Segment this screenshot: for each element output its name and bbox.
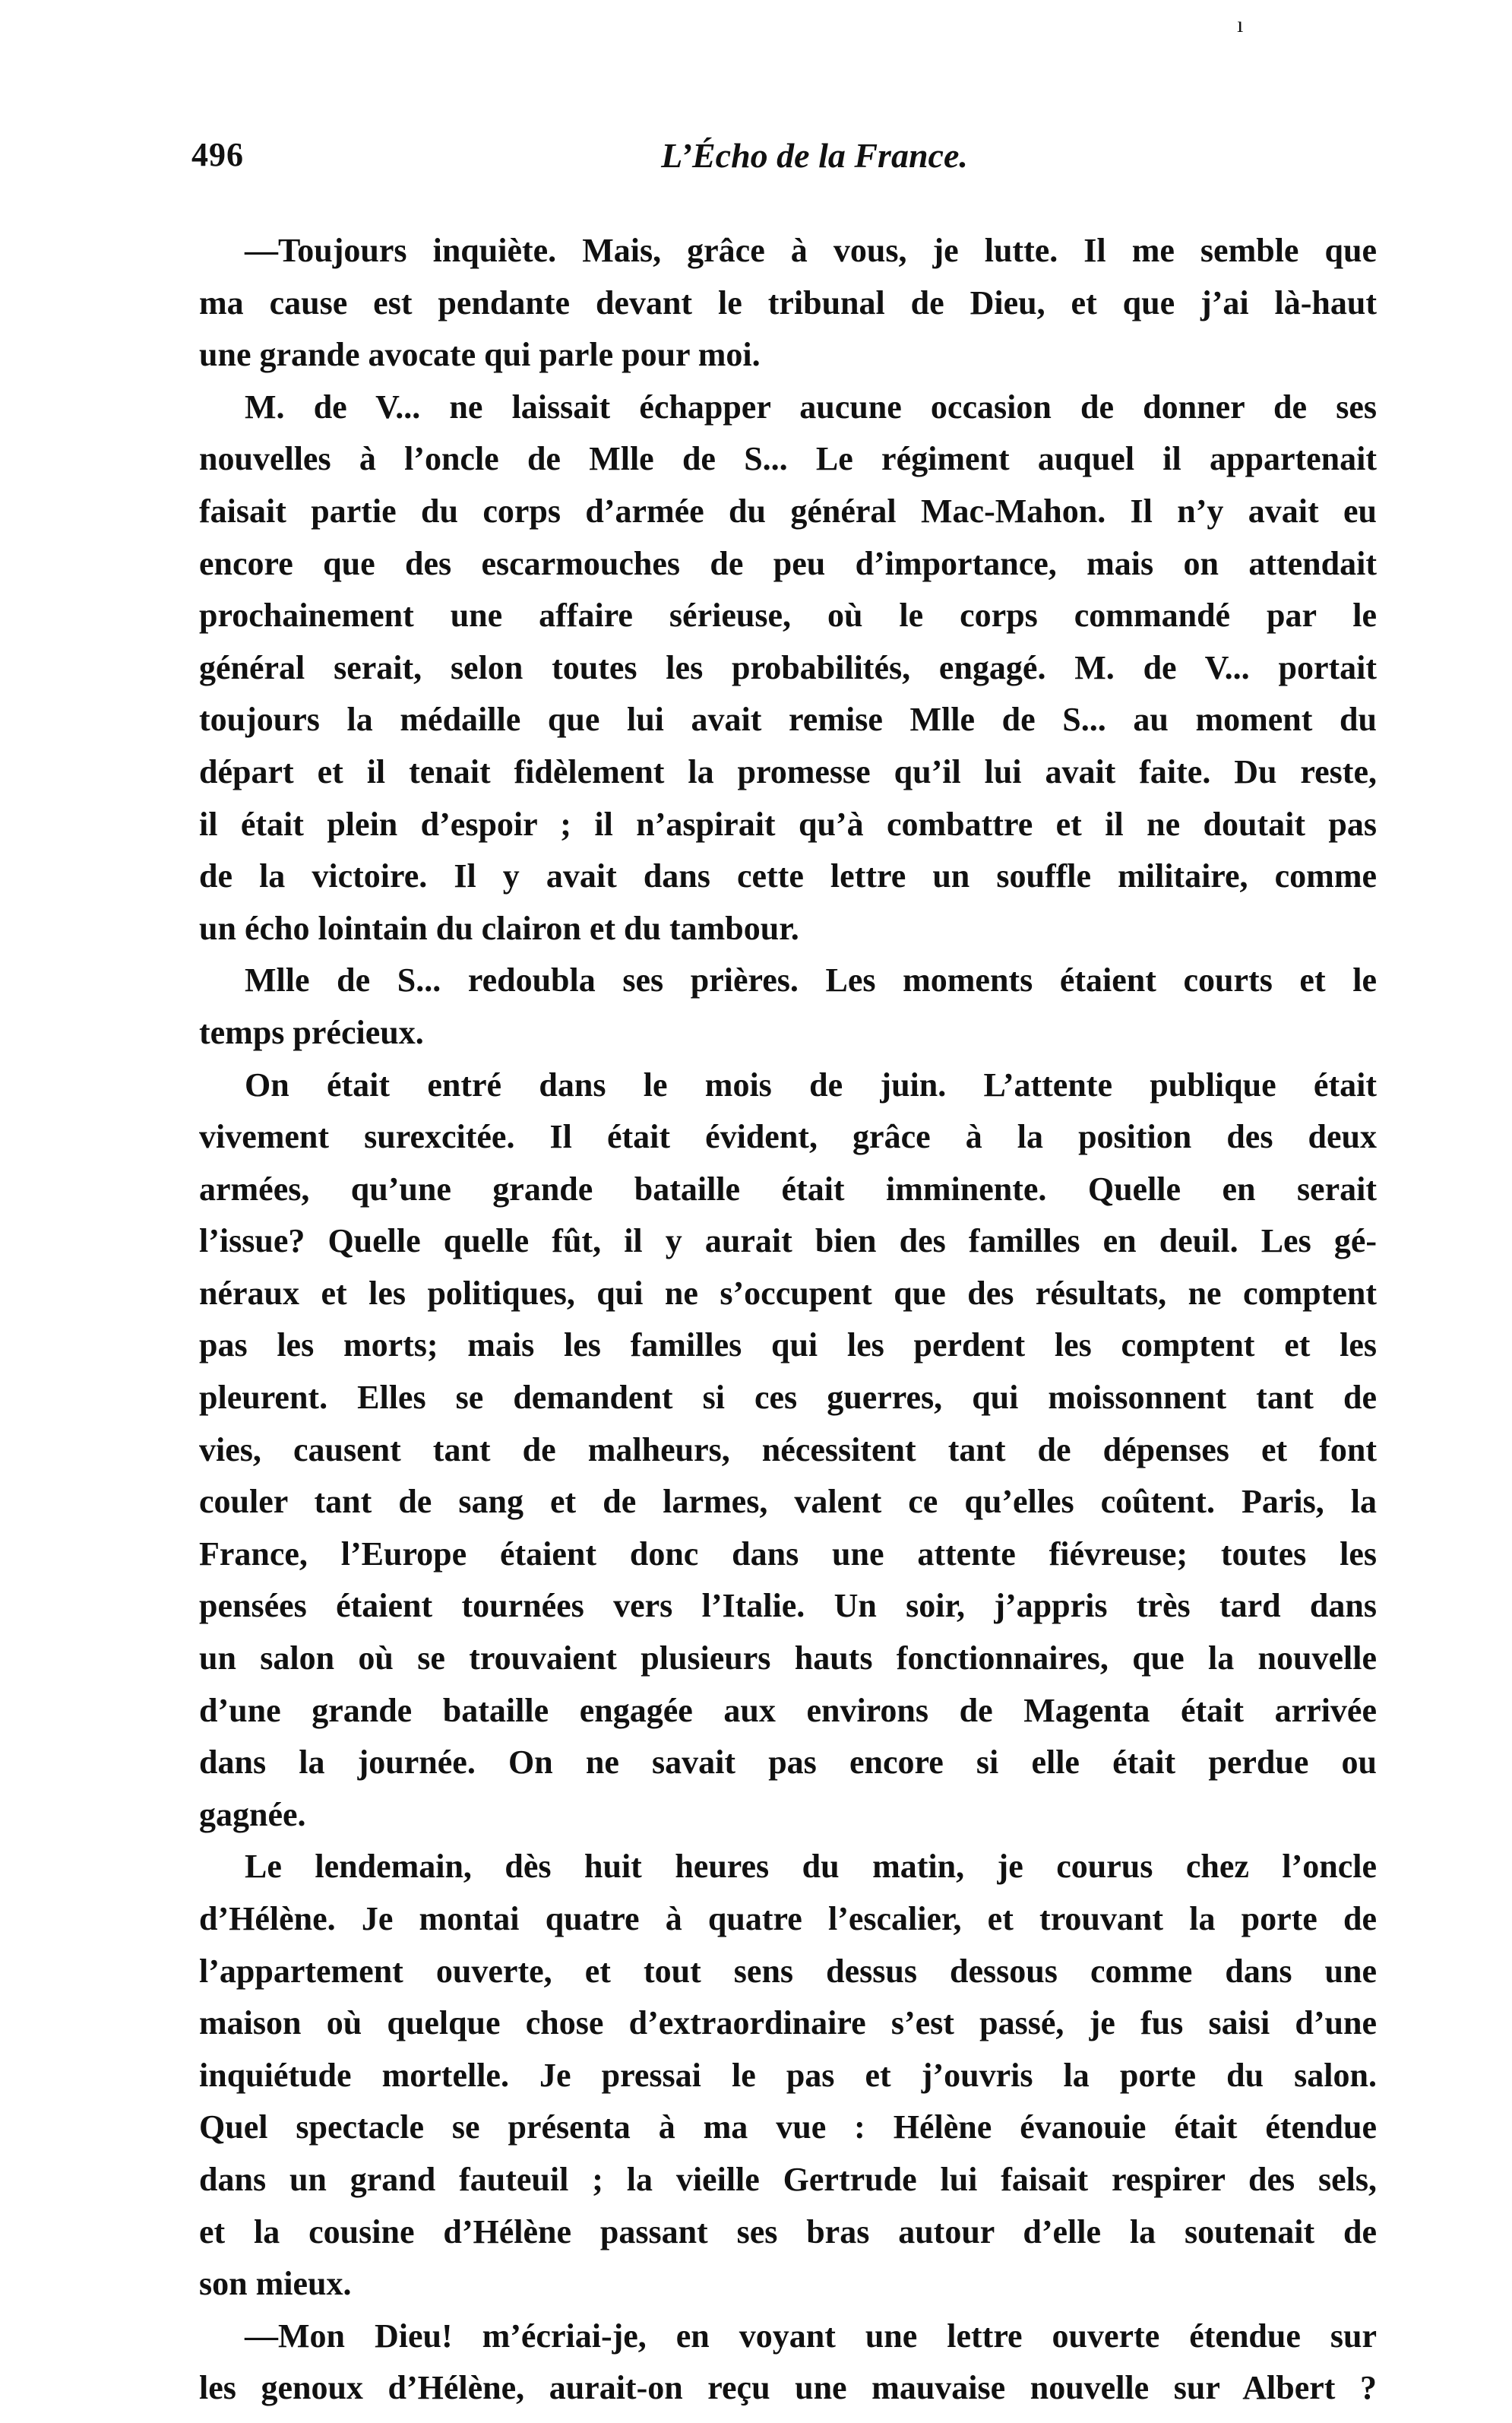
- text-line: On était entré dans le mois de juin. L’attente publique était: [245, 1066, 1377, 1104]
- text-line: les genoux d’Hélène, aurait-on reçu une mauvaise nouvelle sur Albert ?: [199, 2369, 1377, 2407]
- text-line: d’Hélène. Je montai quatre à quatre l’escalier, et trouvant la porte de: [199, 1900, 1377, 1937]
- text-line: encore que des escarmouches de peu d’importance, mais on attendait: [199, 544, 1377, 582]
- text-line: toujours la médaille que lui avait remise Mlle de S... au moment du: [199, 701, 1377, 739]
- text-line: Mlle de S... redoubla ses prières. Les moments étaient courts et le: [245, 961, 1377, 999]
- text-line: vies, causent tant de malheurs, nécessitent tant de dépenses et font: [199, 1430, 1377, 1468]
- running-title: L’Écho de la France.: [661, 136, 968, 175]
- text-line: armées, qu’une grande bataille était imminente. Quelle en serait: [199, 1170, 1377, 1208]
- text-line: France, l’Europe étaient donc dans une attente fiévreuse; toutes les: [199, 1535, 1377, 1573]
- corner-mark: ı: [1237, 12, 1244, 37]
- text-line: Le lendemain, dès huit heures du matin, je courus chez l’oncle: [245, 1848, 1377, 1886]
- text-line: ma cause est pendante devant le tribunal de Dieu, et que j’ai là-haut: [199, 283, 1377, 321]
- text-line: temps précieux.: [199, 1013, 424, 1051]
- text-line: M. de V... ne laissait échapper aucune occasion de donner de ses: [245, 388, 1377, 426]
- text-line: une grande avocate qui parle pour moi.: [199, 336, 761, 374]
- text-line: départ et il tenait fidèlement la promesse qu’il lui avait faite. Du reste,: [199, 752, 1377, 790]
- running-head: [191, 135, 1377, 196]
- text-line: gagnée.: [199, 1795, 306, 1833]
- text-line: pensées étaient tournées vers l’Italie. Un soir, j’appris très tard dans: [199, 1587, 1377, 1625]
- page-number: 496: [191, 136, 244, 173]
- text-line: général serait, selon toutes les probabilités, engagé. M. de V... portait: [199, 648, 1377, 686]
- text-line: d’une grande bataille engagée aux environs de Magenta était arrivée: [199, 1691, 1377, 1729]
- text-line: il était plein d’espoir ; il n’aspirait qu’à combattre et il ne doutait pas: [199, 805, 1377, 843]
- text-line: couler tant de sang et de larmes, valent ce qu’elles coûtent. Paris, la: [199, 1483, 1377, 1521]
- text-line: un écho lointain du clairon et du tambour.: [199, 909, 799, 947]
- text-line: l’issue? Quelle quelle fût, il y aurait bien des familles en deuil. Les gé-: [199, 1222, 1377, 1260]
- text-line: Quel spectacle se présenta à ma vue : Hélène évanouie était étendue: [199, 2108, 1377, 2146]
- text-line: faisait partie du corps d’armée du général Mac-Mahon. Il n’y avait eu: [199, 492, 1377, 530]
- text-line: l’appartement ouverte, et tout sens dessus dessous comme dans une: [199, 1952, 1377, 1990]
- text-line: dans un grand fauteuil ; la vieille Gertrude lui faisait respirer des sels,: [199, 2160, 1377, 2198]
- text-line: maison où quelque chose d’extraordinaire s’est passé, je fus saisi d’une: [199, 2004, 1377, 2042]
- text-line: de la victoire. Il y avait dans cette lettre un souffle militaire, comme: [199, 857, 1377, 895]
- text-line: pleurent. Elles se demandent si ces guerres, qui moissonnent tant de: [199, 1379, 1377, 1417]
- text-line: nouvelles à l’oncle de Mlle de S... Le régiment auquel il appartenait: [199, 440, 1377, 478]
- text-line: dans la journée. On ne savait pas encore si elle était perdue ou: [199, 1744, 1377, 1782]
- text-line: prochainement une affaire sérieuse, où le corps commandé par le: [199, 597, 1377, 635]
- text-line: son mieux.: [199, 2265, 352, 2303]
- text-line: néraux et les politiques, qui ne s’occupent que des résultats, ne comptent: [199, 1274, 1377, 1312]
- text-line: vivement surexcitée. Il était évident, grâce à la position des deux: [199, 1118, 1377, 1156]
- text-line: pas les morts; mais les familles qui les perdent les comptent et les: [199, 1326, 1377, 1364]
- body-text: [199, 225, 1377, 2415]
- text-line: un salon où se trouvaient plusieurs hauts fonctionnaires, que la nouvelle: [199, 1639, 1377, 1677]
- text-line: et la cousine d’Hélène passant ses bras autour d’elle la soutenait de: [199, 2212, 1377, 2250]
- text-line: —Mon Dieu! m’écriai-je, en voyant une lettre ouverte étendue sur: [245, 2317, 1377, 2355]
- text-line: —Toujours inquiète. Mais, grâce à vous, je lutte. Il me semble que: [245, 232, 1377, 269]
- text-line: inquiétude mortelle. Je pressai le pas et j’ouvris la porte du salon.: [199, 2056, 1377, 2094]
